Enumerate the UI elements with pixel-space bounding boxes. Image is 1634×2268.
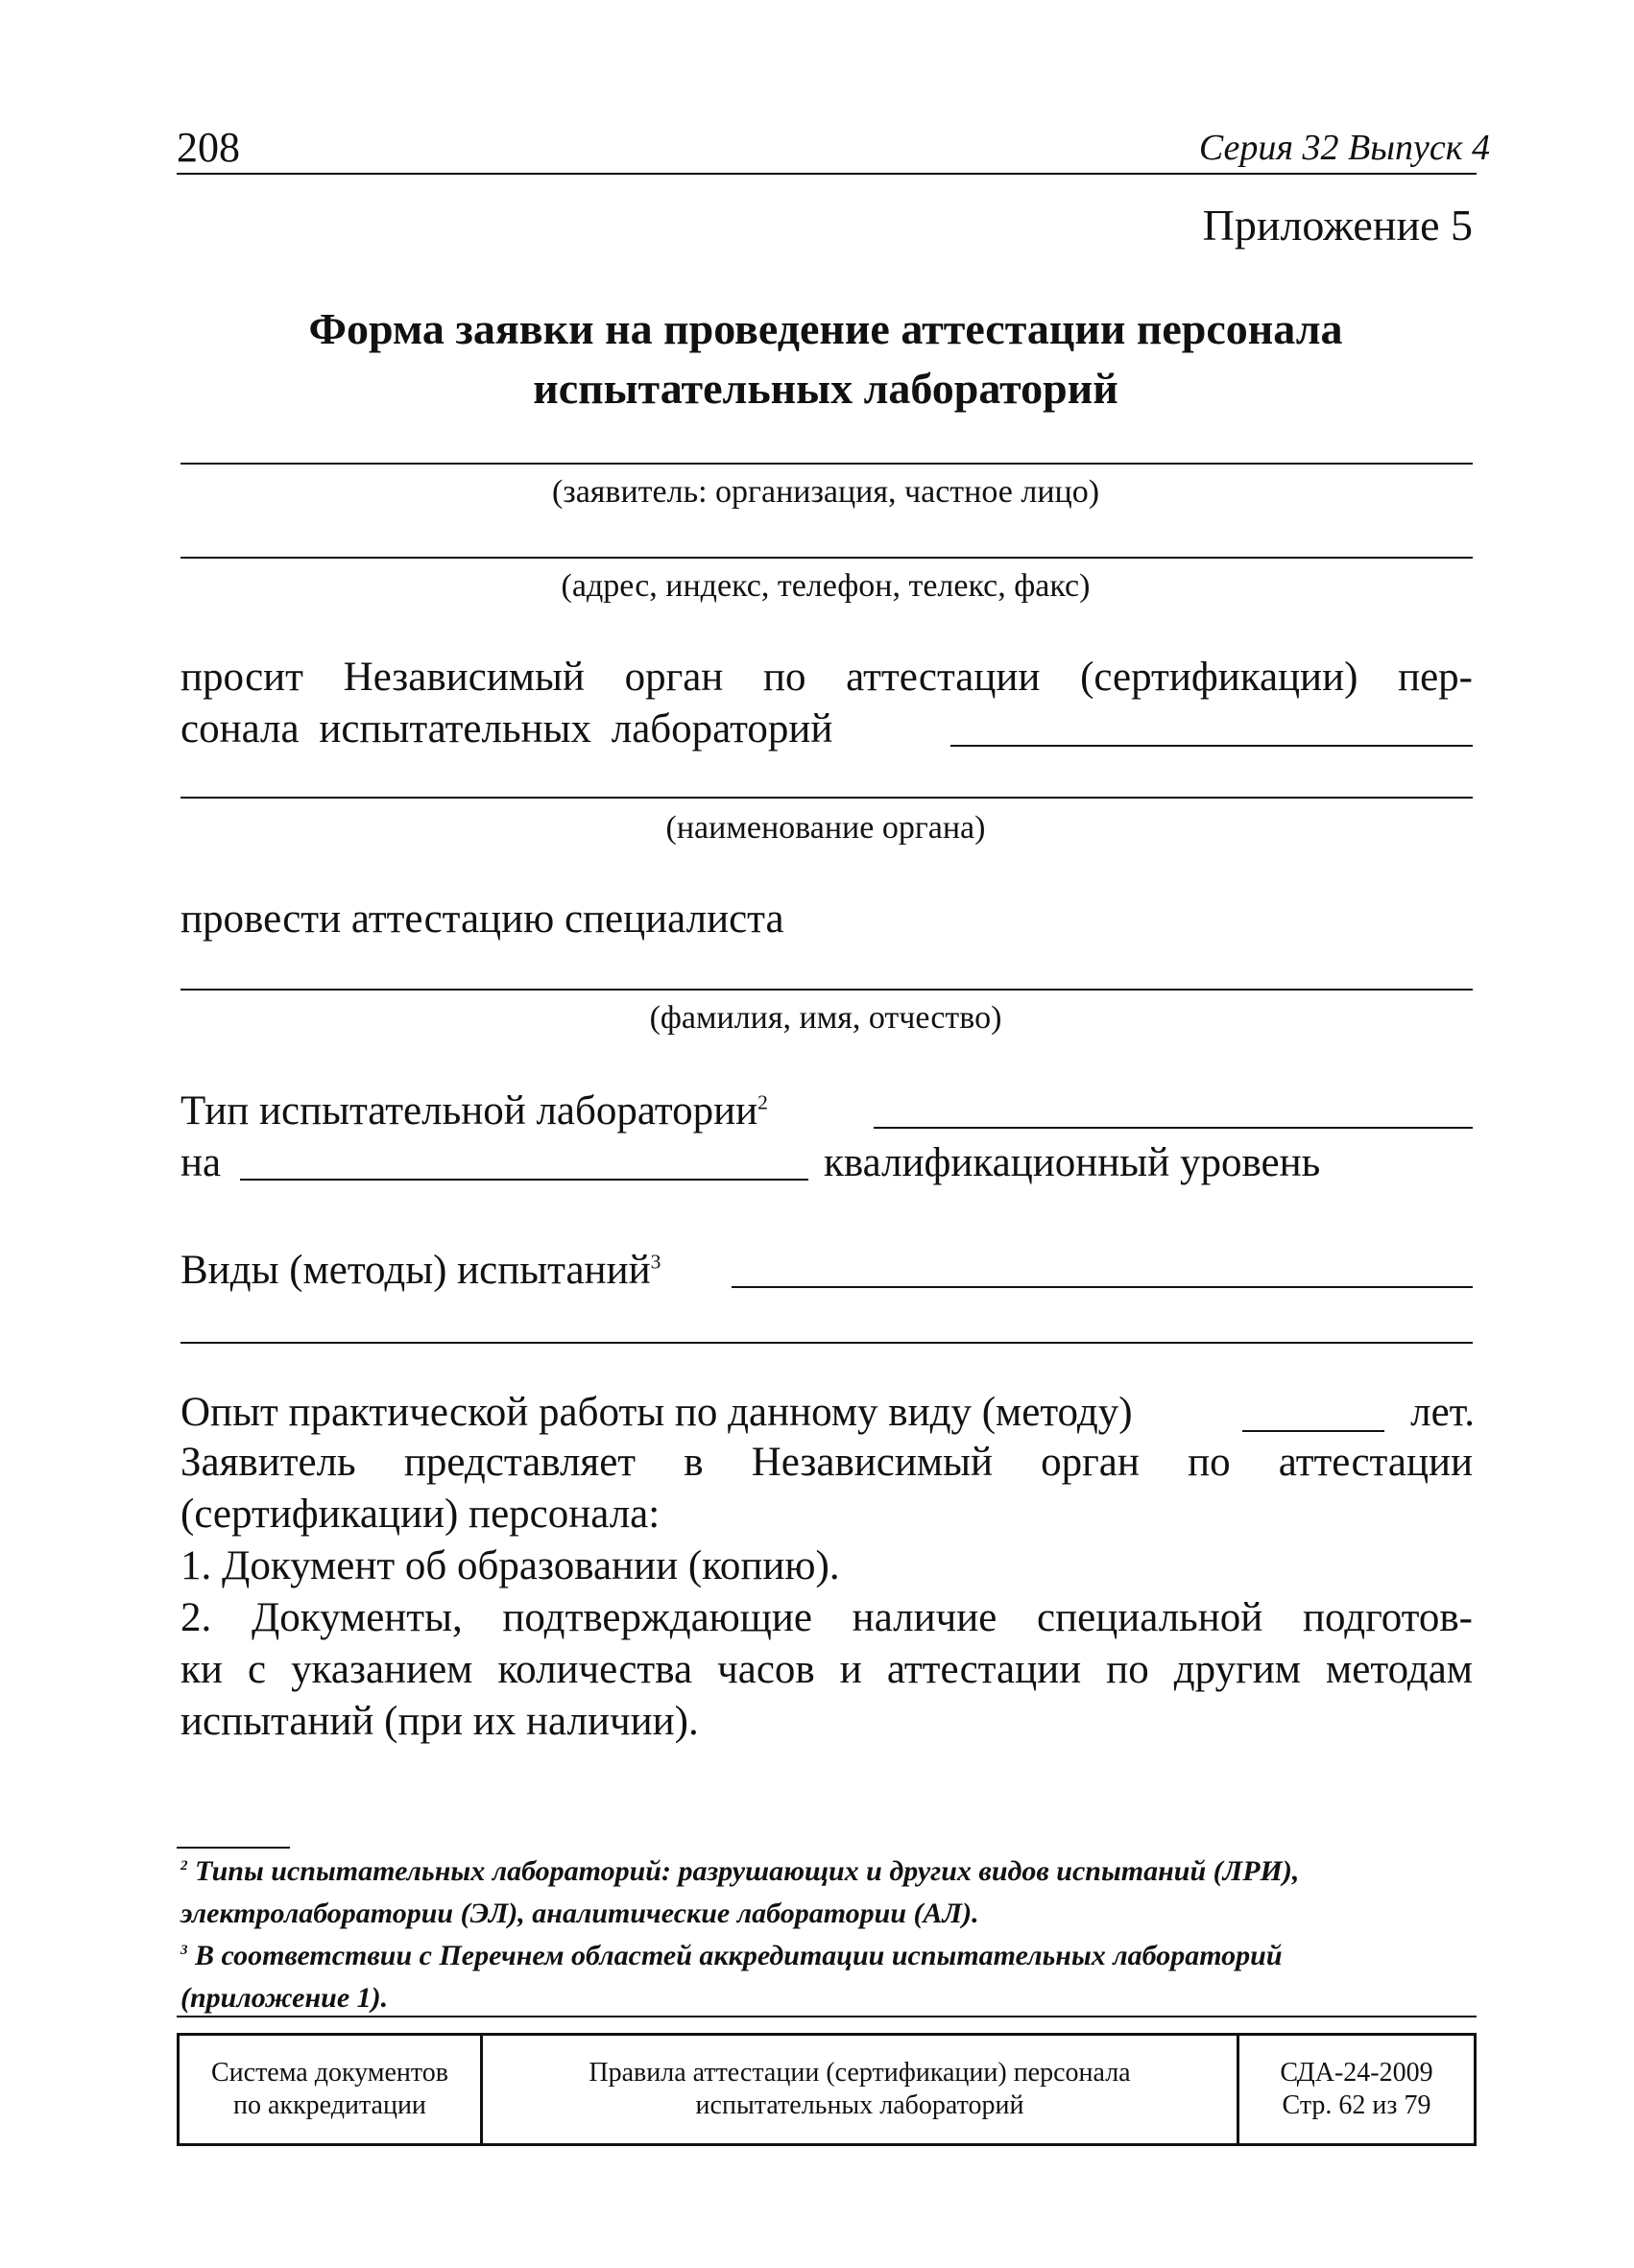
footnote-3 xyxy=(180,1935,1473,2019)
organ-field-line[interactable] xyxy=(180,797,1473,799)
form-title-line2: испытательных лабораторий xyxy=(533,364,1118,413)
lab-type-row xyxy=(180,1086,1473,1136)
footnote-2-line-2: электролаборатории (ЭЛ), аналитические лаборатории (АЛ). xyxy=(180,1898,979,1929)
page-number: 208 xyxy=(177,124,240,171)
footer-rules-text: Правила аттестации (сертификации) персонала испытательных лабораторий xyxy=(589,2058,1131,2120)
lab-type-label: Тип испытательной лаборатории xyxy=(180,1088,758,1134)
qual-level-label: квалификационный уровень xyxy=(824,1140,1321,1185)
address-caption: (адрес, индекс, телефон, телекс, факс) xyxy=(561,568,1091,604)
appendix-label: Приложение 5 xyxy=(1202,201,1473,250)
footnote-2-line-1 xyxy=(180,1850,1473,1893)
experience-label: Опыт практической работы по данному виду (методу) xyxy=(180,1390,1133,1435)
lab-type-field-line[interactable] xyxy=(874,1127,1473,1129)
series-label: Серия 32 Выпуск 4 xyxy=(1198,128,1490,168)
experience-suffix: лет. xyxy=(1410,1390,1475,1435)
request-line-2-wrap xyxy=(180,704,1473,754)
provides-line-1: Заявитель представляет в Независимый орган по аттестации xyxy=(180,1440,1473,1485)
footnote-separator xyxy=(177,1847,290,1849)
footer-system-cell xyxy=(180,2036,483,2143)
form-title xyxy=(177,299,1475,418)
provides-line-2: (сертификации) персонала: xyxy=(180,1492,661,1537)
list-item-2-line-3: испытаний (при их наличии). xyxy=(180,1699,699,1744)
on-label: на xyxy=(180,1140,222,1185)
request-line-1: просит Независимый орган по аттестации (сертификации) пер- xyxy=(180,655,1473,700)
footnote-2 xyxy=(180,1850,1473,1935)
footer-code-cell xyxy=(1239,2036,1474,2143)
list-item-2-line-1: 2. Документы, подтверждающие наличие специальной подготов- xyxy=(180,1595,1473,1640)
test-types-field-line-2[interactable] xyxy=(180,1342,1473,1344)
form-title-line1: Форма заявки на проведение аттестации персонала xyxy=(308,304,1343,353)
fio-field-line[interactable] xyxy=(180,989,1473,991)
list-item-2-line-2: ки с указанием количества часов и аттестации по другим методам xyxy=(180,1647,1473,1692)
test-types-row xyxy=(180,1246,1473,1296)
applicant-field-line[interactable] xyxy=(180,463,1473,465)
experience-years-field-line[interactable] xyxy=(1242,1430,1384,1432)
qual-level-field-line[interactable] xyxy=(240,1179,808,1181)
test-types-field-line[interactable] xyxy=(732,1286,1473,1288)
organ-inline-line[interactable] xyxy=(950,745,1473,747)
footer-rules-cell xyxy=(483,2036,1239,2143)
footer-code-text: СДА-24-2009 Стр. 62 из 79 xyxy=(1280,2058,1433,2120)
header-rule xyxy=(177,173,1477,175)
test-types-label: Виды (методы) испытаний xyxy=(180,1248,651,1293)
footer-table xyxy=(177,2033,1477,2146)
footnote-2-mark: 2 xyxy=(180,1858,188,1874)
address-field-line[interactable] xyxy=(180,557,1473,559)
list-item-1: 1. Документ об образовании (копию). xyxy=(180,1543,840,1588)
organ-name-caption: (наименование органа) xyxy=(665,810,986,846)
fio-caption: (фамилия, имя, отчество) xyxy=(649,1000,1002,1036)
footnote-2-text-1: Типы испытательных лабораторий: разрушающих и других видов испытаний (ЛРИ), xyxy=(195,1855,1300,1887)
footer-rule xyxy=(177,2016,1477,2017)
conduct-text: провести аттестацию специалиста xyxy=(180,896,784,942)
footnote-3-text-1: В соответствии с Перечнем областей аккредитации испытательных лабораторий xyxy=(195,1940,1283,1971)
footnote-3-mark: 3 xyxy=(180,1943,188,1958)
footnote-ref-3: 3 xyxy=(650,1250,661,1274)
footnote-3-line-2: (приложение 1). xyxy=(180,1982,389,2014)
request-line-2: сонала испытательных лабораторий xyxy=(180,706,833,752)
footer-system-text: Система документов по аккредитации xyxy=(210,2058,448,2120)
footnote-3-line-1 xyxy=(180,1935,1473,1977)
applicant-caption: (заявитель: организация, частное лицо) xyxy=(551,474,1100,510)
footnote-ref-2: 2 xyxy=(757,1090,768,1114)
